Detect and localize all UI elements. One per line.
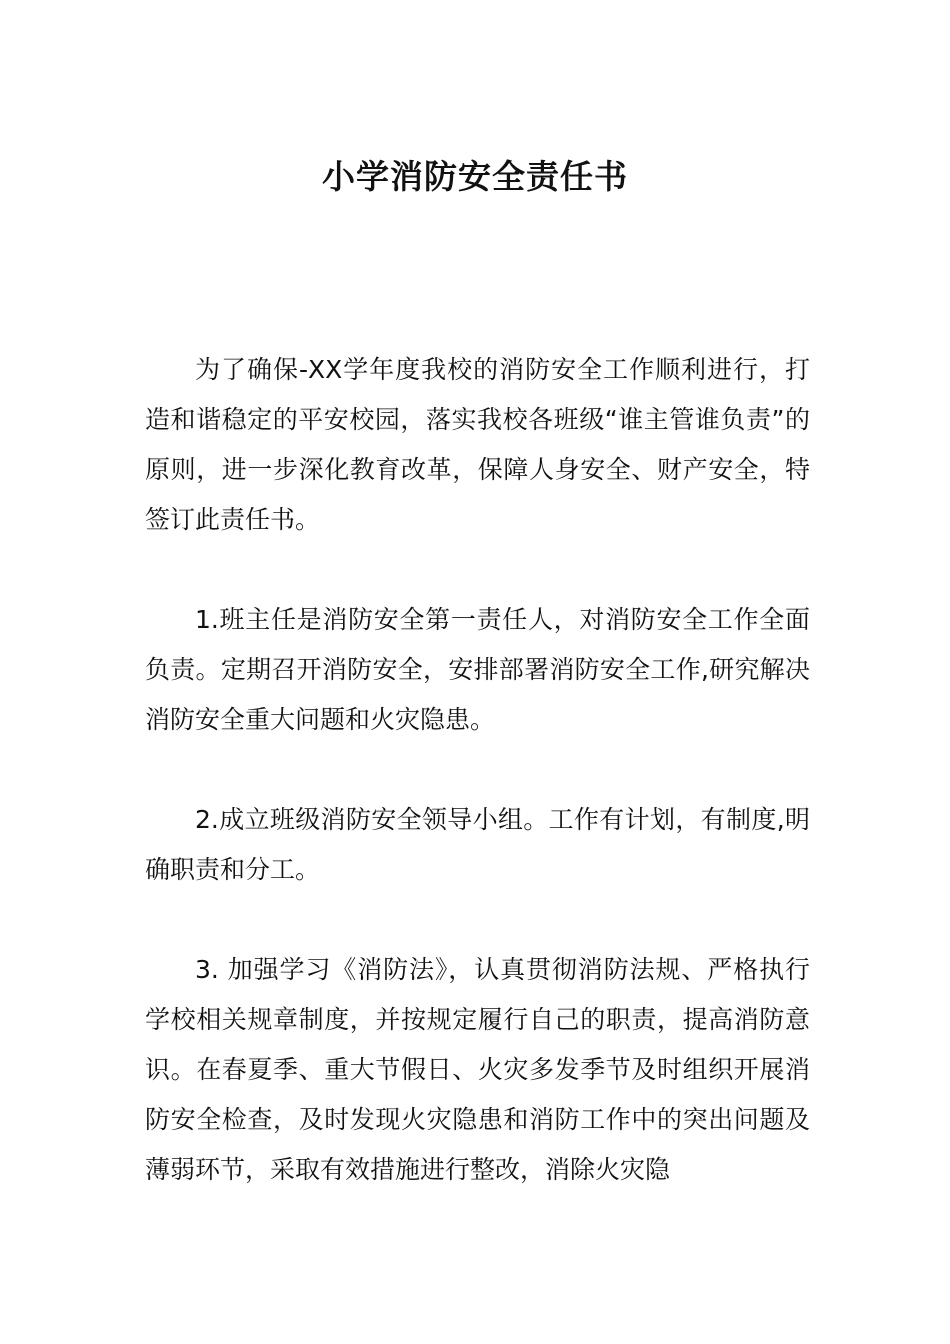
document-title: 小学消防安全责任书 bbox=[322, 157, 628, 196]
document-body bbox=[145, 345, 810, 1195]
paragraph-item-3: 3. 加强学习《消防法》，认真贯彻消防法规、严格执行学校相关规章制度，并按规定履行自己的职责，提高消防意识。在春夏季、重大节假日、火灾多发季节及时组织开展消防安全检查，及时发现火灾隐患和消防工作中的突出问题及薄弱环节，采取有效措施进行整改，消除火灾隐 bbox=[145, 955, 810, 1184]
paragraph-intro: 为了确保-XX学年度我校的消防安全工作顺利进行，打造和谐稳定的平安校园，落实我校各班级“谁主管谁负责”的原则，进一步深化教育改革，保障人身安全、财产安全，特签订此责任书。 bbox=[145, 355, 810, 534]
paragraph-item-1: 1.班主任是消防安全第一责任人，对消防安全工作全面负责。定期召开消防安全，安排部署消防安全工作,研究解决消防安全重大问题和火灾隐患。 bbox=[145, 605, 810, 734]
paragraph-item-2: 2.成立班级消防安全领导小组。工作有计划，有制度,明确职责和分工。 bbox=[145, 805, 810, 884]
